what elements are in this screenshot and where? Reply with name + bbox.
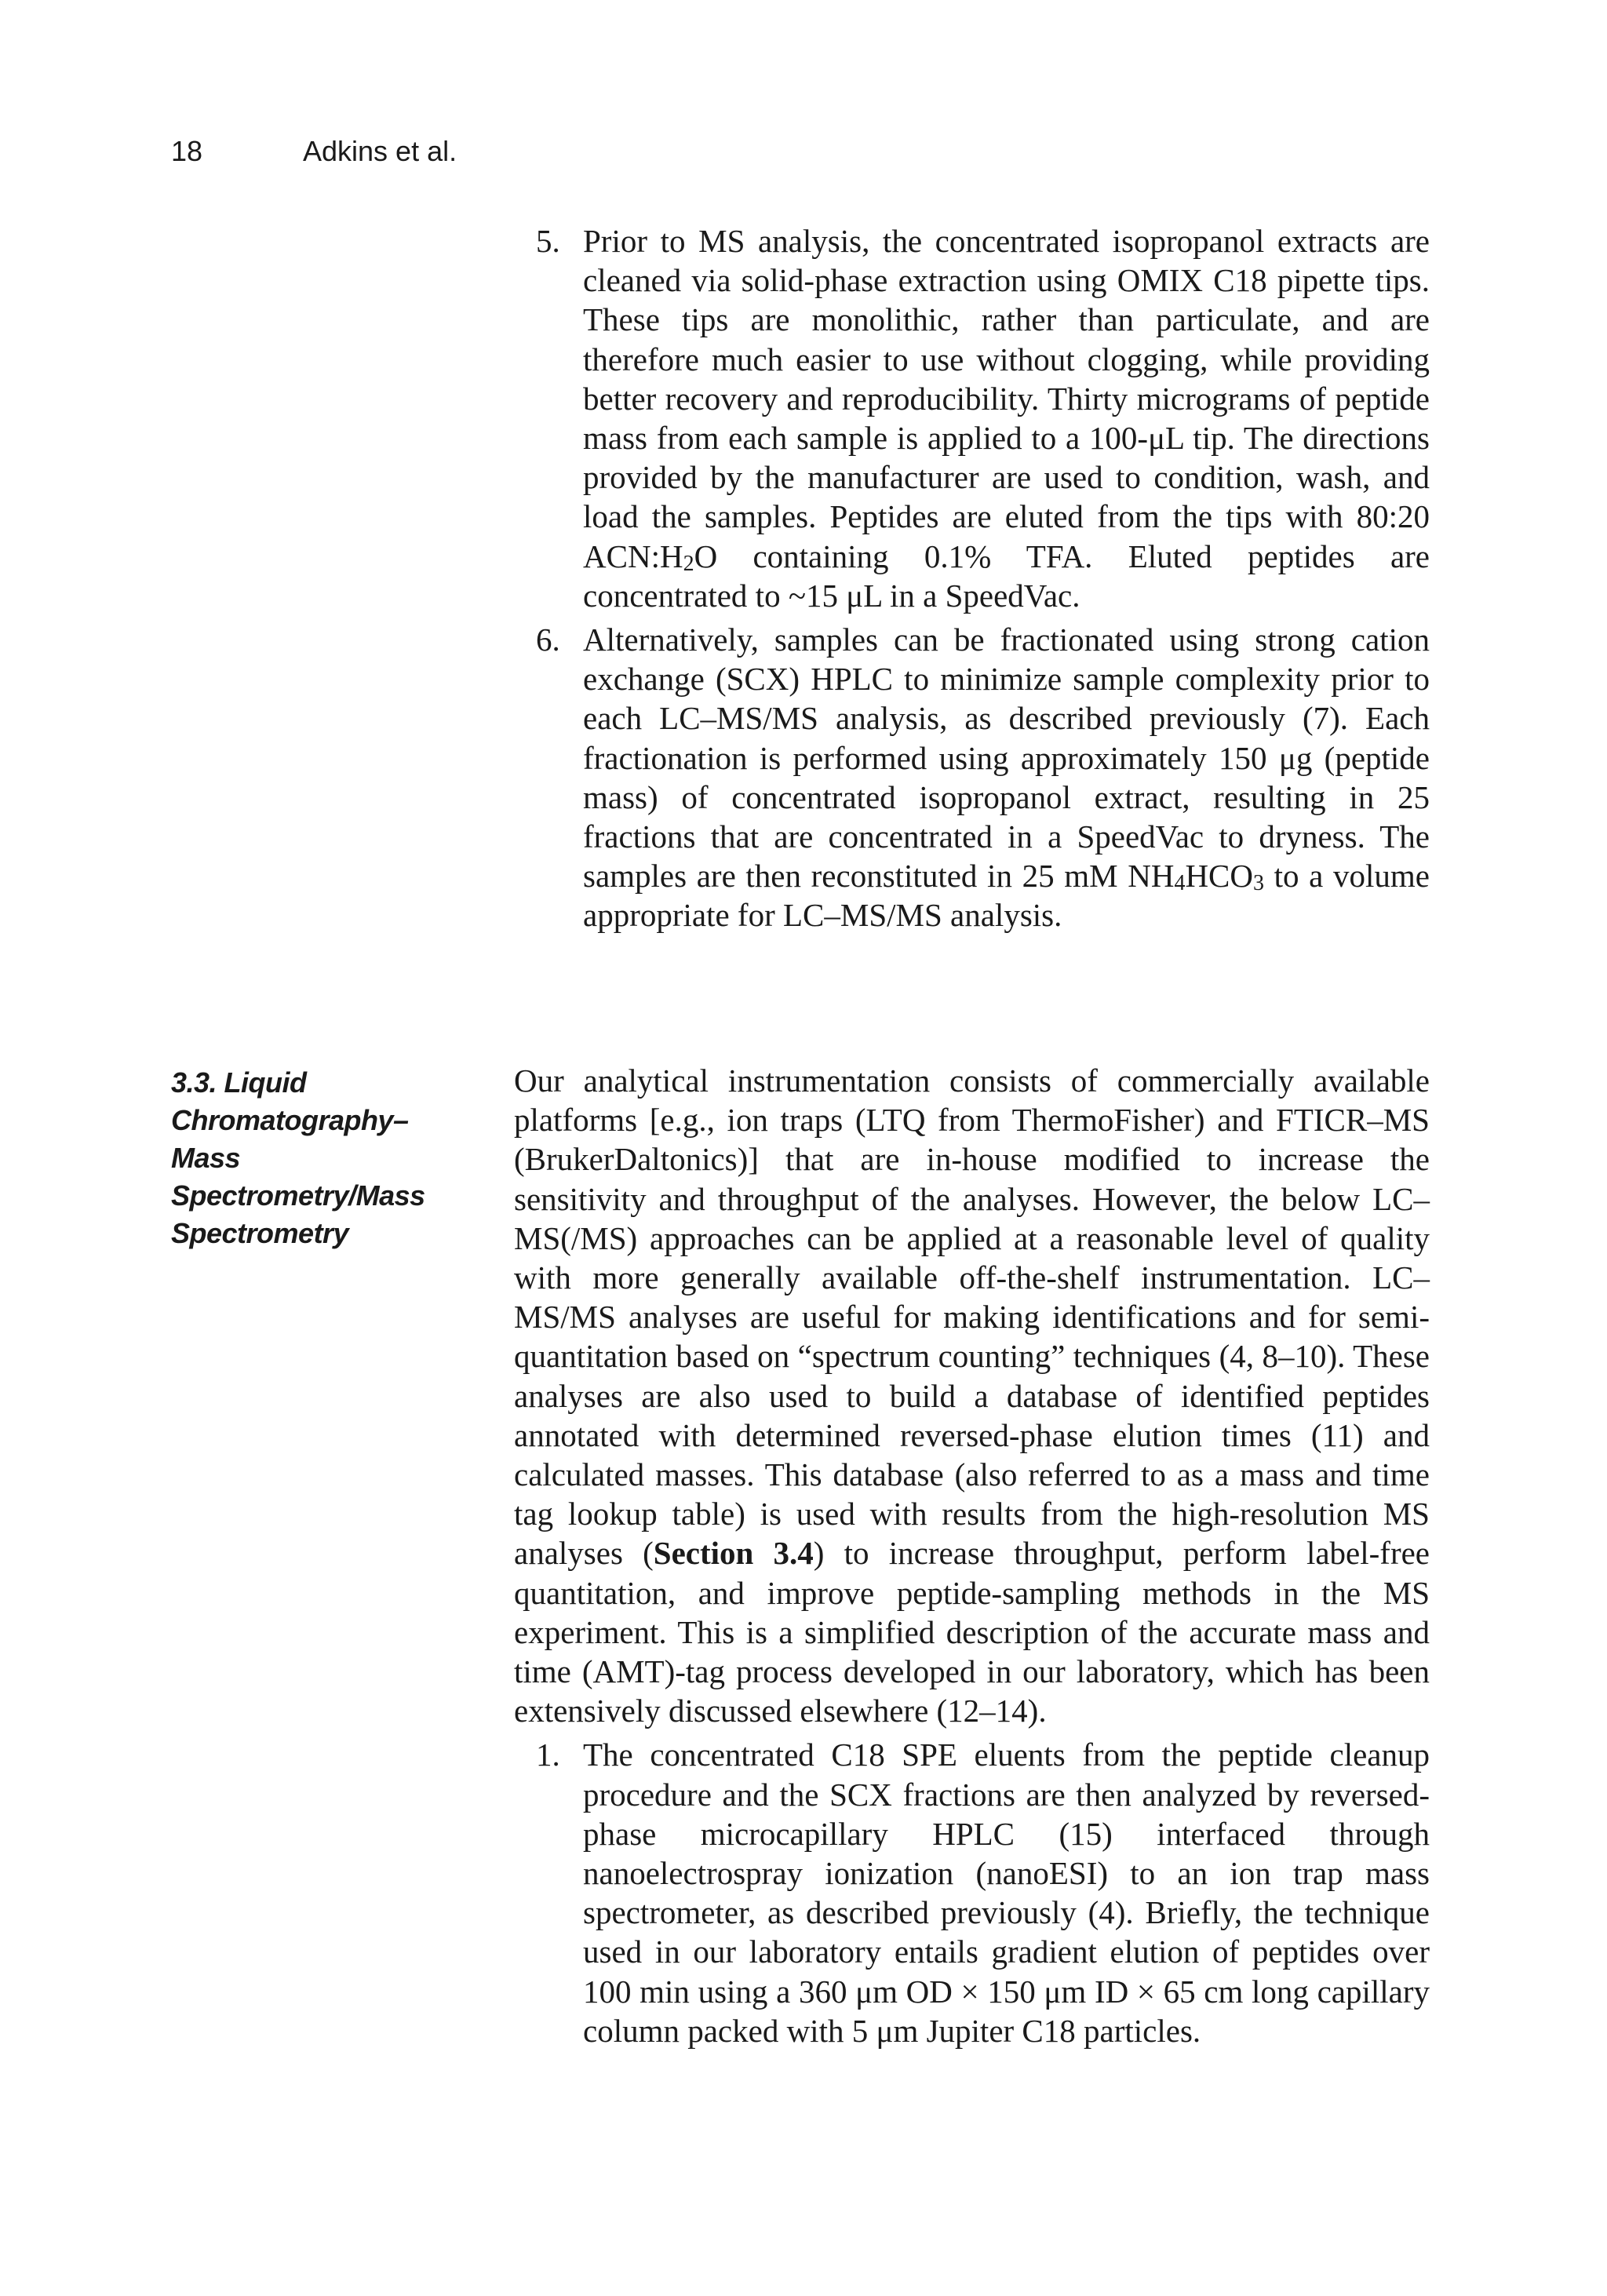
section-body [514, 1061, 1430, 2050]
step-6 [514, 620, 1430, 935]
step-text: Alternatively, samples can be fractionated using strong cation exchange (SCX) HPLC to minimize sample complexity prior to each LC–MS/MS analysis, as described previously (7). Each fractionation is performed using approximately 150 μg (peptide mass) of concentrated isopropanol extract, resulting in 25 fractions that are concentrated in a SpeedVac to dryness. The samples are then reconstituted in 25 mM NH [583, 621, 1430, 895]
body-text-cont: ) to increase throughput, perform label-free quantitation, and improve peptide-sampling methods in the MS experiment. This is a simplified description of the accurate mass and time (AMT)-tag process developed in our laboratory, which has been extensively discussed elsewhere (12–14). [514, 1535, 1430, 1729]
section-heading [171, 1064, 430, 1252]
step-1 [514, 1735, 1430, 2050]
section-reference: Section 3.4 [653, 1535, 814, 1572]
subscript: 2 [683, 551, 694, 576]
section-heading-line: 3.3. Liquid [171, 1066, 307, 1099]
page-number: 18 [171, 135, 203, 167]
running-head [171, 135, 457, 168]
subscript: 3 [1253, 871, 1265, 896]
step-number: 5. [536, 223, 560, 259]
running-head-authors: Adkins et al. [303, 135, 457, 167]
step-number: 1. [536, 1737, 560, 1773]
section-heading-line: Spectrometry [171, 1217, 349, 1249]
step-5 [514, 221, 1430, 615]
step-text-cont: O containing 0.1% TFA. Eluted peptides are concentrated to ~15 μL in a SpeedVac. [583, 538, 1430, 614]
step-text-cont: HCO [1185, 858, 1254, 895]
section-heading-line: Chromatography– [171, 1104, 409, 1136]
step-text: Prior to MS analysis, the concentrated isopropanol extracts are cleaned via solid-phase extraction using OMIX C18 pipette tips. These tips are monolithic, rather than particulate, and are therefore much easier to use without clogging, while providing better recovery and reproducibility. Thirty micrograms of peptide mass from each sample is applied to a 100-μL tip. The directions provided by the manufacturer are used to condition, wash, and load the samples. Peptides are eluted from the tips with 80:20 ACN:H [583, 223, 1430, 574]
step-text-end: to a volume appropriate for LC–MS/MS analysis. [583, 858, 1430, 934]
body-paragraph [514, 1061, 1430, 1730]
protocol-steps-top [514, 221, 1430, 935]
section-heading-line: Mass [171, 1142, 241, 1174]
section-heading-line: Spectrometry/Mass [171, 1179, 425, 1212]
step-text: The concentrated C18 SPE eluents from the peptide cleanup procedure and the SCX fractions are then analyzed by reversed-phase microcapillary HPLC (15) interfaced through nanoelectrospray ionization (nanoESI) to an ion trap mass spectrometer, as described previously (4). Briefly, the technique used in our laboratory entails gradient elution of peptides over 100 min using a 360 μm OD × 150 μm ID × 65 cm long capillary column packed with 5 μm Jupiter C18 particles. [583, 1737, 1430, 2049]
subscript: 4 [1174, 871, 1186, 896]
body-text: Our analytical instrumentation consists of commercially available platforms [e.g., ion traps (LTQ from ThermoFisher) and FTICR–MS (BrukerDaltonics)] that are in-house modified to increase the sensitivity and throughput of the analyses. However, the below LC–MS(/MS) approaches can be applied at a reasonable level of quality with more generally available off-the-shelf instrumentation. LC–MS/MS analyses are useful for making identifications and for semi-quantitation based on “spectrum counting” techniques (4, 8–10). These analyses are also used to build a database of identified peptides annotated with determined reversed-phase elution times (11) and calculated masses. This database (also referred to as a mass and time tag lookup table) is used with results from the high-resolution MS analyses ( [514, 1062, 1430, 1572]
step-number: 6. [536, 621, 560, 658]
